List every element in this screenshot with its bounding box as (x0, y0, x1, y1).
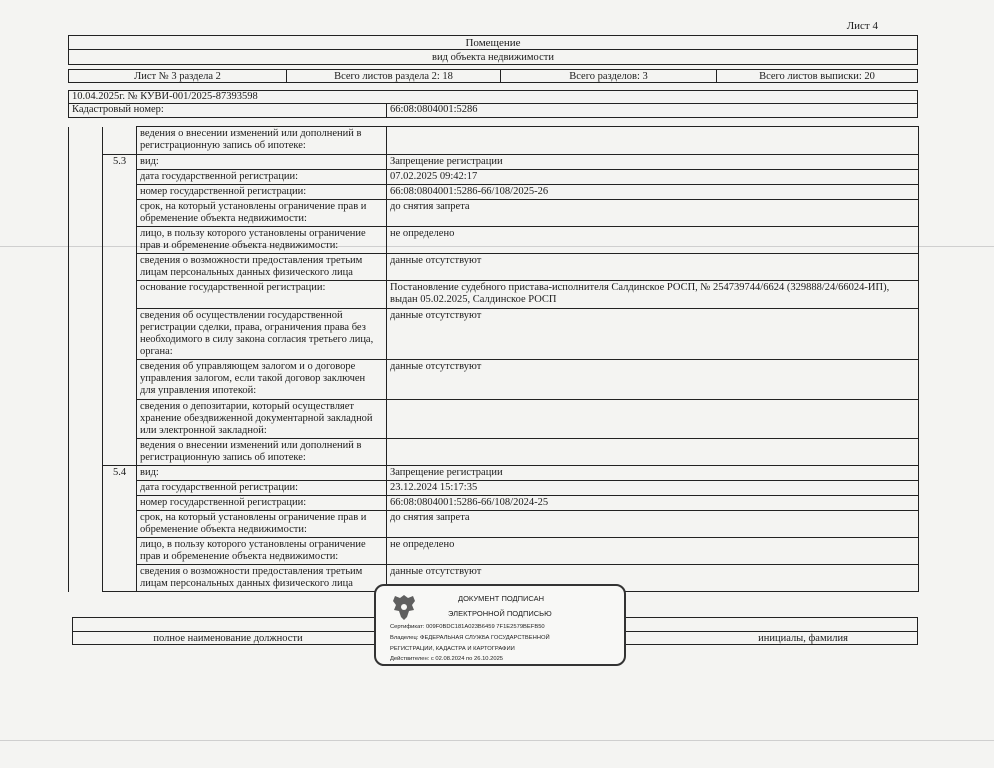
row-margin-cell (69, 496, 103, 511)
row-number (103, 281, 137, 309)
row-label: дата государственной регистрации: (137, 170, 387, 185)
row-margin-cell (69, 127, 103, 155)
row-margin-cell (69, 281, 103, 309)
row-label: срок, на который установлены ограничение прав и обременение объекта недвижимости: (137, 200, 387, 227)
row-number (103, 227, 137, 254)
row-number: 5.4 (103, 466, 137, 481)
sheets-info-row (68, 69, 918, 83)
table-row (69, 200, 919, 227)
row-margin-cell (69, 155, 103, 170)
table-row (69, 511, 919, 538)
row-label: ведения о внесении изменений или дополнений в регистрационную запись об ипотеке: (137, 127, 387, 155)
table-row (69, 170, 919, 185)
row-label: дата государственной регистрации: (137, 481, 387, 496)
row-margin-cell (69, 565, 103, 592)
row-number (103, 127, 137, 155)
row-label: номер государственной регистрации: (137, 496, 387, 511)
row-value: не определено (387, 227, 919, 254)
row-value: 66:08:0804001:5286-66/108/2024-25 (387, 496, 919, 511)
row-number (103, 254, 137, 281)
row-margin-cell (69, 185, 103, 200)
signature-validity: Действителен: с 02.08.2024 по 26.10.2025 (390, 656, 504, 662)
row-label: сведения о возможности предоставления третьим лицам персональных данных физического лица (137, 254, 387, 281)
row-value: данные отсутствуют (387, 360, 919, 400)
row-value: до снятия запрета (387, 200, 919, 227)
table-row (69, 439, 919, 466)
row-label: ведения о внесении изменений или дополнений в регистрационную запись об ипотеке: (137, 439, 387, 466)
row-label: номер государственной регистрации: (137, 185, 387, 200)
row-value: Запрещение регистрации (387, 466, 919, 481)
row-number (103, 360, 137, 400)
row-label: основание государственной регистрации: (137, 281, 387, 309)
row-number (103, 565, 137, 592)
table-row (69, 127, 919, 155)
row-value: данные отсутствуют (387, 309, 919, 360)
cadastral-row (68, 104, 918, 118)
table-row (69, 309, 919, 360)
doc-ref: 10.04.2025г. № КУВИ-001/2025-87393598 (72, 91, 258, 102)
row-value: 66:08:0804001:5286-66/108/2025-26 (387, 185, 919, 200)
row-value: не определено (387, 538, 919, 565)
table-row (69, 227, 919, 254)
row-value: 23.12.2024 15:17:35 (387, 481, 919, 496)
doc-ref-row (68, 90, 918, 104)
row-number (103, 200, 137, 227)
row-label: срок, на который установлены ограничение прав и обременение объекта недвижимости: (137, 511, 387, 538)
row-number (103, 170, 137, 185)
table-row (69, 254, 919, 281)
position-label: полное наименование должности (153, 632, 303, 644)
total-sheets-extract-cell: Всего листов выписки: 20 (759, 70, 875, 82)
row-label: сведения о депозитарии, который осуществляет хранение обездвиженной документарной закладной или электронной закладной: (137, 400, 387, 439)
object-subtitle: вид объекта недвижимости (432, 51, 554, 63)
row-margin-cell (69, 538, 103, 565)
row-margin-cell (69, 400, 103, 439)
row-number (103, 309, 137, 360)
row-label: сведения о возможности предоставления третьим лицам персональных данных физического лица (137, 565, 387, 592)
coat-of-arms-icon (390, 592, 418, 622)
row-value (387, 400, 919, 439)
row-label: лицо, в пользу которого установлены ограничение прав и обременение объекта недвижимости: (137, 227, 387, 254)
object-title: Помещение (69, 36, 917, 50)
row-label: сведения об осуществлении государственной регистрации сделки, права, ограничения права без необходимого в силу закона согласия третьего лица, органа: (137, 309, 387, 360)
table-row (69, 466, 919, 481)
row-margin-cell (69, 511, 103, 538)
row-margin-cell (69, 360, 103, 400)
table-row (69, 538, 919, 565)
encumbrance-table-body (69, 127, 919, 592)
row-margin-cell (69, 170, 103, 185)
total-sections-cell: Всего разделов: 3 (501, 70, 717, 82)
sheet-number: Лист 4 (846, 20, 878, 32)
row-value (387, 439, 919, 466)
row-value: Запрещение регистрации (387, 155, 919, 170)
table-row (69, 481, 919, 496)
signature-title-1: ДОКУМЕНТ ПОДПИСАН (458, 594, 545, 603)
row-label: лицо, в пользу которого установлены ограничение прав и обременение объекта недвижимости: (137, 538, 387, 565)
row-number (103, 496, 137, 511)
table-row (69, 185, 919, 200)
row-margin-cell (69, 466, 103, 481)
row-margin-cell (69, 254, 103, 281)
row-value: Постановление судебного пристава-исполнителя Салдинское РОСП, № 254739744/6624 (329888/24/66024-ИП), выдан 05.02.2025, Салдинское РОСП (387, 281, 919, 309)
cadastral-value: 66:08:0804001:5286 (390, 104, 478, 115)
row-label: вид: (137, 155, 387, 170)
row-label: вид: (137, 466, 387, 481)
row-margin-cell (69, 481, 103, 496)
electronic-signature-stamp (374, 584, 626, 666)
row-number (103, 400, 137, 439)
row-value: до снятия запрета (387, 511, 919, 538)
table-row (69, 496, 919, 511)
table-row (69, 360, 919, 400)
signature-owner-2: РЕГИСТРАЦИИ, КАДАСТРА И КАРТОГРАФИИ (390, 646, 515, 652)
signature-certificate: Сертификат: 009F0BDC181A023B6459 7F1E2579BEFB50 (390, 624, 545, 630)
row-margin-cell (69, 309, 103, 360)
table-row (69, 281, 919, 309)
row-number (103, 481, 137, 496)
row-margin-cell (69, 439, 103, 466)
encumbrance-table (68, 126, 919, 592)
row-label: сведения об управляющем залогом и о договоре управления залогом, если такой договор заключен для управления ипотекой: (137, 360, 387, 400)
scan-artifact-line (0, 740, 994, 741)
table-row (69, 400, 919, 439)
row-value: данные отсутствуют (387, 565, 919, 592)
row-number (103, 185, 137, 200)
initials-label: инициалы, фамилия (758, 632, 848, 644)
signature-owner-1: Владелец: ФЕДЕРАЛЬНАЯ СЛУЖБА ГОСУДАРСТВЕННОЙ (390, 635, 550, 641)
row-number (103, 439, 137, 466)
row-margin-cell (69, 227, 103, 254)
row-number: 5.3 (103, 155, 137, 170)
row-number (103, 538, 137, 565)
row-value: 07.02.2025 09:42:17 (387, 170, 919, 185)
row-value (387, 127, 919, 155)
sheet-section-cell: Лист № 3 раздела 2 (69, 70, 287, 82)
row-margin-cell (69, 200, 103, 227)
total-sheets-section-cell: Всего листов раздела 2: 18 (287, 70, 501, 82)
row-number (103, 511, 137, 538)
signature-title-2: ЭЛЕКТРОННОЙ ПОДПИСЬЮ (448, 609, 552, 618)
cadastral-label: Кадастровый номер: (69, 104, 387, 117)
table-row (69, 155, 919, 170)
row-value: данные отсутствуют (387, 254, 919, 281)
object-title-box (68, 35, 918, 65)
